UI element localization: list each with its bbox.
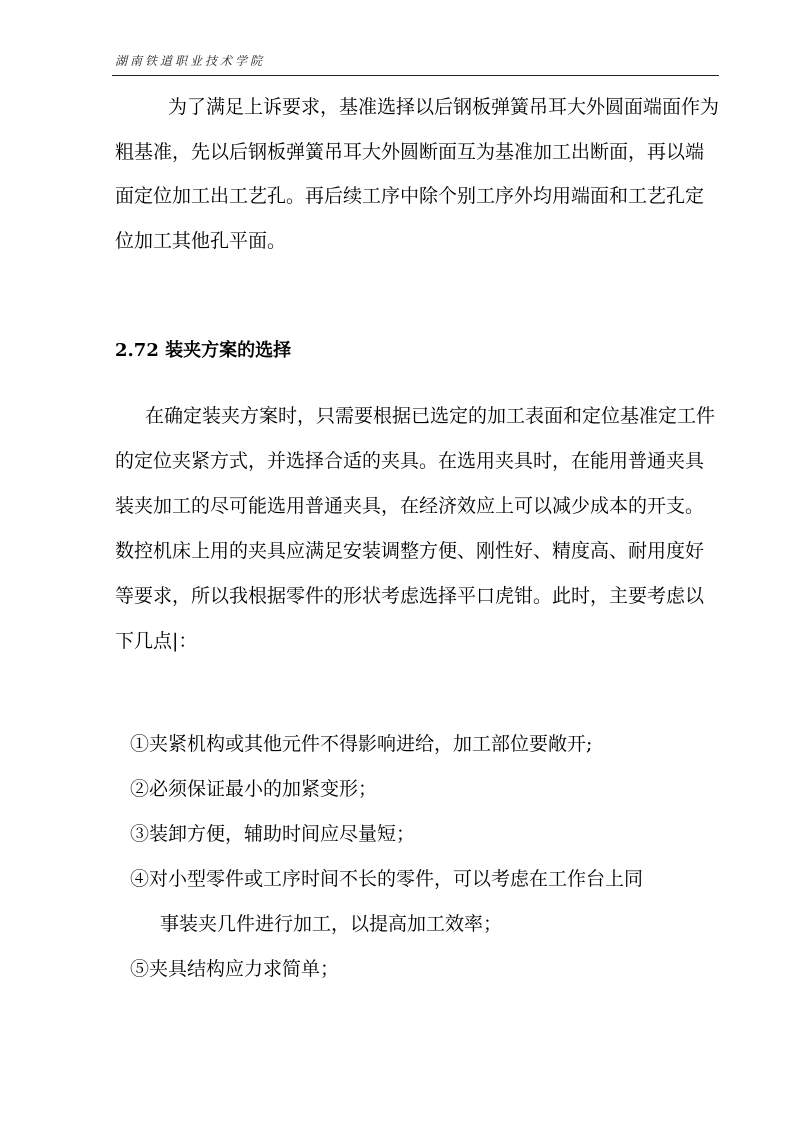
paragraph-datum-selection: 为了满足上诉要求，基准选择以后钢板弹簧吊耳大外圆面端面作为粗基准，先以后钢板弹簧吊耳大外圆断面互为基准加工出断面，再以端面定位加工出工艺孔。再后续工序中除个别工序外均用端面和工艺孔定位加工其他孔平面。 xyxy=(115,96,720,252)
list-item: ②必须保证最小的加紧变形； xyxy=(130,778,378,800)
list-item: ③装卸方便，辅助时间应尽量短； xyxy=(130,823,416,845)
list-item: ⑤夹具结构应力求简单； xyxy=(130,958,340,980)
list-item: ④对小型零件或工序时间不长的零件，可以考虑在工作台上同 xyxy=(130,868,644,890)
header-divider xyxy=(112,75,719,76)
list-item: ①夹紧机构或其他元件不得影响进给，加工部位要敞开; xyxy=(130,733,593,755)
requirements-list xyxy=(130,722,722,992)
section-heading: 2.72 装夹方案的选择 xyxy=(115,340,292,361)
paragraph-clamping-plan: 在确定装夹方案时，只需要根据已选定的加工表面和定位基准定工件的定位夹紧方式，并选择合适的夹具。在选用夹具时，在能用普通夹具装夹加工的尽可能选用普通夹具，在经济效应上可以减少成本的开支。数控机床上用的夹具应满足安装调整方便、刚性好、精度高、耐用度好等要求，所以我根据零件的形状考虑选择平口虎钳。此时，主要考虑以下几点|： xyxy=(115,405,716,652)
list-item-continuation: 事装夹几件进行加工，以提高加工效率； xyxy=(160,913,503,935)
page-header: 湖南铁道职业技术学院 xyxy=(115,54,266,68)
